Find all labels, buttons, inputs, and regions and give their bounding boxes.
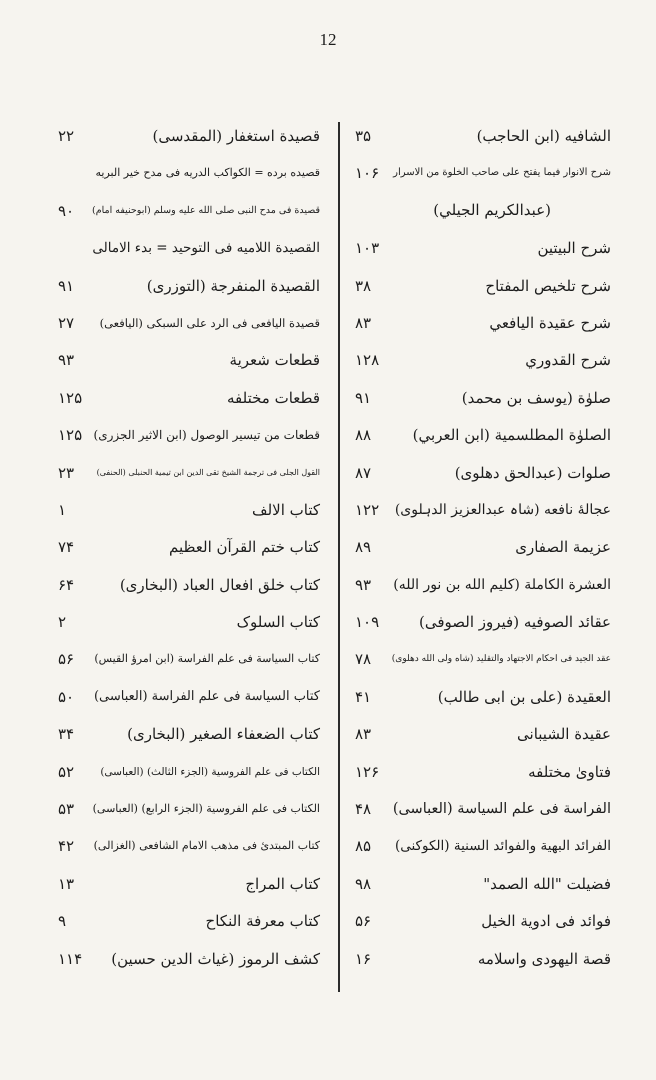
entry-page-number: ۱۱۴: [58, 949, 83, 968]
entry-title: فضيلت "الله الصمد": [483, 874, 611, 893]
entry-page-number: ۸۳: [355, 725, 372, 744]
index-entry: [355, 836, 611, 873]
index-entry: [355, 687, 611, 724]
entry-title: کتاب الالف: [252, 500, 320, 519]
entry-page-number: ۸۹: [355, 538, 372, 557]
entry-page-number: ۸۸: [355, 426, 372, 445]
index-entry: [58, 276, 320, 313]
entry-page-number: ۱۳: [58, 874, 75, 893]
entry-page-number: ۹۸: [355, 874, 372, 893]
entry-title: قطعات من تيسير الوصول (ابن الاثير الجزری): [93, 428, 320, 443]
left-index-column: [58, 126, 320, 986]
entry-page-number: ۶۴: [58, 575, 75, 594]
index-entry: [58, 537, 320, 574]
index-entry: [355, 612, 611, 649]
entry-title: الصلوٰة المطلسمية (ابن العربي): [412, 426, 611, 445]
entry-page-number: ۵۶: [58, 650, 75, 669]
entry-title: شرح الانوار فيما يفتح على صاحب الخلوة من الاسرار: [393, 167, 611, 179]
entry-title: صلوٰة (يوسف بن محمد): [461, 388, 611, 407]
entry-title: القول الجلی فی ترجمة الشيخ تقی الدين ابن تيمية الحنبلی (الحنفی): [96, 467, 320, 477]
index-entry: [58, 463, 320, 500]
entry-title: شرح تلخيص المفتاح: [485, 276, 611, 295]
index-entry: [355, 649, 611, 686]
entry-title: قطعات مختلفه: [226, 388, 320, 407]
index-entry: [355, 425, 611, 462]
entry-title: عقد الجيد فی احکام الاجتهاد والتقليد (شاه ولی الله دهلوی): [391, 654, 611, 665]
entry-title: فوائد فی ادوية الخيل: [481, 912, 611, 931]
entry-title: شرح القدوري: [525, 351, 611, 370]
index-entry: [355, 388, 611, 425]
entry-page-number: ۹۱: [355, 388, 372, 407]
entry-title: کتاب الضعفاء الصغير (البخاری): [127, 725, 320, 744]
index-entry: [355, 313, 611, 350]
index-entry: [58, 313, 320, 350]
entry-page-number: ۸۳: [355, 313, 372, 332]
entry-title: کتاب معرفة النکاح: [205, 912, 320, 931]
entry-title: قصيدة اليافعی فی الرد علی السبکی (اليافعی): [99, 315, 320, 330]
entry-page-number: ۹: [58, 912, 67, 931]
entry-page-number: ۲۲: [58, 127, 75, 145]
entry-page-number: ۴۱: [355, 687, 372, 706]
index-entry: [355, 911, 611, 948]
index-entry: [355, 126, 611, 163]
index-entry: [58, 836, 320, 873]
index-entry: [58, 949, 320, 986]
entry-page-number: ۳۴: [58, 725, 75, 744]
index-entry: [355, 201, 611, 238]
page-number: 12: [319, 30, 337, 49]
entry-title: قطعات شعرية: [229, 351, 320, 370]
entry-title: الفرائد البهية والفوائد السنية (الکوکنی): [394, 838, 611, 855]
entry-page-number: ۱۲۵: [58, 426, 83, 445]
index-entry: [58, 388, 320, 425]
index-entry: [58, 687, 320, 724]
entry-title: شرح عقيدة اليافعي: [489, 313, 611, 332]
entry-title: کتاب السلوک: [236, 613, 320, 632]
index-entry: [355, 874, 611, 911]
entry-page-number: ۴۸: [355, 800, 372, 819]
entry-title: کتاب خلق افعال العباد (البخاری): [119, 575, 320, 594]
entry-title: الشافيه (ابن الحاجب): [476, 127, 611, 145]
index-entry: [355, 463, 611, 500]
entry-title: عقائد الصوفيه (فيروز الصوفی): [418, 613, 611, 632]
index-entry: [58, 163, 320, 200]
entry-title: القصيدة اللاميه فی التوحيد = بدء الامالی: [92, 240, 320, 257]
index-entry: [58, 425, 320, 462]
index-entry: [355, 350, 611, 387]
index-entry: [58, 612, 320, 649]
entry-title: قصة اليهودی واسلامه: [477, 949, 611, 968]
entry-page-number: ۱: [58, 500, 67, 519]
entry-page-number: ۵۶: [355, 912, 372, 931]
index-entry: [58, 201, 320, 238]
entry-title: عقيدة الشيبانی: [517, 725, 611, 744]
right-index-column: [355, 126, 611, 986]
entry-title: شرح البيتين: [537, 239, 611, 258]
entry-page-number: ۸۷: [355, 463, 372, 482]
entry-title: قصيده برده = الکواکب الدريه فی مدح خير البريه: [95, 166, 320, 180]
entry-title: قصيدة استغفار (المقدسی): [152, 127, 320, 145]
entry-page-number: ۱۰۶: [355, 164, 380, 183]
index-entry: [355, 949, 611, 986]
entry-page-number: ۷۴: [58, 538, 75, 557]
entry-title: عجالهٔ نافعه (شاہ عبدالعزیز الدہلوی): [394, 501, 611, 518]
entry-page-number: ۸۵: [355, 837, 372, 856]
index-entry: [355, 238, 611, 275]
entry-page-number: ۵۳: [58, 800, 75, 819]
index-entry: [58, 649, 320, 686]
entry-page-number: ۹۳: [58, 351, 75, 370]
entry-title: کتاب السياسة فی علم الفراسة (العباسی): [93, 688, 320, 704]
entry-title: الکتاب فی علم الفروسية (الجزء الرابع) (العباسی): [92, 802, 320, 816]
index-entry: [355, 799, 611, 836]
index-entry: [58, 575, 320, 612]
entry-title: القصيدة المنفرجة (التوزری): [146, 276, 320, 295]
index-entry: [58, 911, 320, 948]
entry-title: صلوات (عبدالحق دهلوی): [454, 463, 611, 482]
entry-title: عزيمة الصفاری: [515, 538, 611, 557]
entry-page-number: ۲۷: [58, 313, 75, 332]
entry-author-line: (عبدالكريم الجيلي): [433, 201, 551, 220]
entry-page-number: ۵۰: [58, 687, 75, 706]
entry-title: فتاویٰ مختلفه: [528, 762, 611, 781]
entry-page-number: ۱۰۹: [355, 613, 380, 632]
entry-page-number: ۴۲: [58, 837, 75, 856]
entry-page-number: ۱۲۲: [355, 500, 380, 519]
entry-page-number: ۱۲۶: [355, 762, 380, 781]
entry-title: کتاب ختم القرآن العظيم: [168, 538, 320, 557]
entry-page-number: ۱۲۸: [355, 351, 380, 370]
entry-page-number: ۱۲۵: [58, 388, 83, 407]
index-entry: [355, 276, 611, 313]
entry-title: العشرة الکاملة (کليم الله بن نور الله): [393, 576, 611, 593]
entry-title: العقيدة (علی بن ابی طالب): [437, 687, 611, 706]
entry-page-number: ۹۰: [58, 201, 75, 220]
entry-title: قصيدة فی مدح النبی صلی الله عليه وسلم (ابوحنيفه امام): [92, 204, 320, 216]
entry-page-number: ۹۱: [58, 276, 75, 295]
index-entry: [58, 238, 320, 275]
entry-title: کشف الرموز (غياث الدين حسين): [111, 949, 320, 968]
index-entry: [58, 500, 320, 537]
entry-page-number: ۹۳: [355, 575, 372, 594]
entry-page-number: ۱۰۳: [355, 239, 380, 258]
entry-page-number: ۲: [58, 613, 67, 632]
entry-title: کتاب المبتدئ فی مذهب الامام الشافعی (الغزالی): [93, 839, 320, 853]
entry-page-number: ۳۸: [355, 276, 372, 295]
entry-title: الکتاب فی علم الفروسية (الجزء الثالث) (العباسی): [100, 765, 320, 778]
index-entry: [355, 163, 611, 220]
index-entry: [58, 724, 320, 761]
index-entry: [355, 762, 611, 799]
entry-page-number: ۲۳: [58, 463, 75, 482]
index-entry: [355, 500, 611, 537]
index-entry: [58, 762, 320, 799]
index-entry: [355, 575, 611, 612]
index-entry: [58, 799, 320, 836]
index-entry: [58, 126, 320, 163]
entry-page-number: ۳۵: [355, 127, 372, 145]
entry-title: کتاب السياسة فی علم الفراسة (ابن امرؤ القيس): [94, 652, 320, 666]
entry-title: الفراسة فی علم السياسة (العباسی): [392, 801, 611, 818]
index-entry: [355, 537, 611, 574]
index-entry: [58, 350, 320, 387]
entry-page-number: ۷۸: [355, 650, 372, 669]
index-entry: [58, 874, 320, 911]
entry-page-number: ۱۶: [355, 949, 372, 968]
entry-title: کتاب المراج: [245, 874, 320, 893]
entry-page-number: ۵۲: [58, 762, 75, 781]
column-divider: [338, 122, 340, 992]
index-entry: [355, 724, 611, 761]
